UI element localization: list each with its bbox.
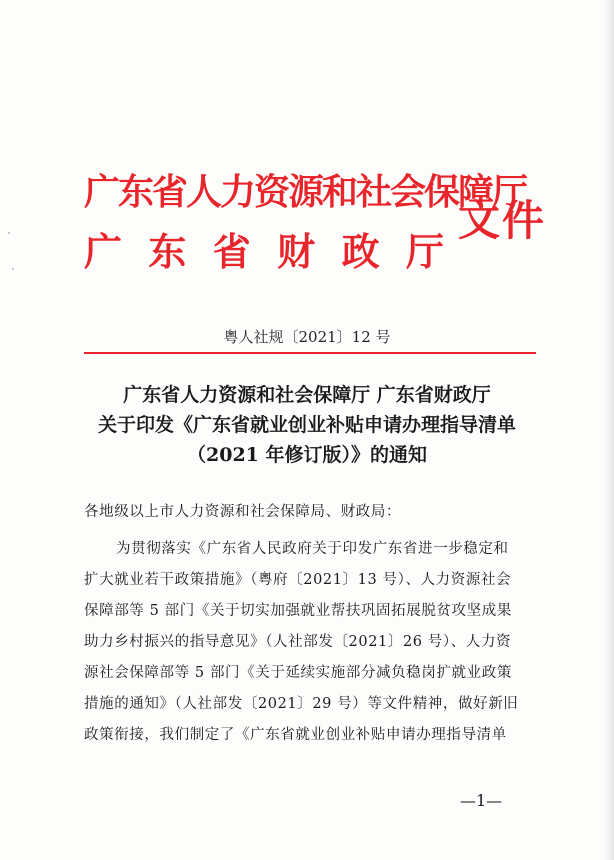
body-line: 政策衔接，我们制定了《广东省就业创业补贴申请办理指导清单 [84, 727, 507, 743]
agency-char: 政 [341, 229, 380, 274]
page-number: —1— [460, 791, 503, 810]
notice-title-line-2: 关于印发《广东省就业创业补贴申请办理指导清单 [97, 414, 516, 436]
agency-char: 广 [84, 229, 123, 274]
issuing-agency-finance [84, 230, 444, 274]
notice-title-line-3: （2021 年修订版）》的通知 [187, 444, 427, 466]
body-line: 源社会保障部等 5 部门《关于延续实施部分减负稳岗扩就业政策 [84, 665, 512, 681]
agency-char: 财 [277, 229, 316, 274]
body-line: 措施的通知》（人社部发〔2021〕29 号）等文件精神，做好新旧 [84, 696, 519, 712]
agency-char: 厅 [405, 229, 444, 274]
agency-char: 东 [148, 229, 187, 274]
addressee-line: 各地级以上市人力资源和社会保障局、财政局： [84, 504, 402, 520]
document-number: 粤人社规〔2021〕12 号 [223, 328, 391, 346]
scan-speck [12, 268, 14, 270]
issuing-agency-hrss: 广东省人力资源和社会保障厅 [84, 171, 527, 213]
red-divider-line [84, 352, 536, 354]
body-line: 助力乡村振兴的指导意见》（人社部发〔2021〕26 号）、人力资 [84, 634, 512, 650]
notice-title-line-1: 广东省人力资源和社会保障厅 广东省财政厅 [123, 384, 491, 406]
body-line: 扩大就业若干政策措施》（粤府〔2021〕13 号）、人力资源社会 [84, 572, 512, 588]
document-label: 文件 [458, 196, 547, 245]
scan-speck [8, 232, 10, 234]
body-line: 保障部等 5 部门《关于切实加强就业帮扶巩固拓展脱贫攻坚成果 [84, 603, 512, 619]
body-line: 为贯彻落实《广东省人民政府关于印发广东省进一步稳定和 [116, 541, 509, 557]
agency-char: 省 [212, 229, 251, 274]
